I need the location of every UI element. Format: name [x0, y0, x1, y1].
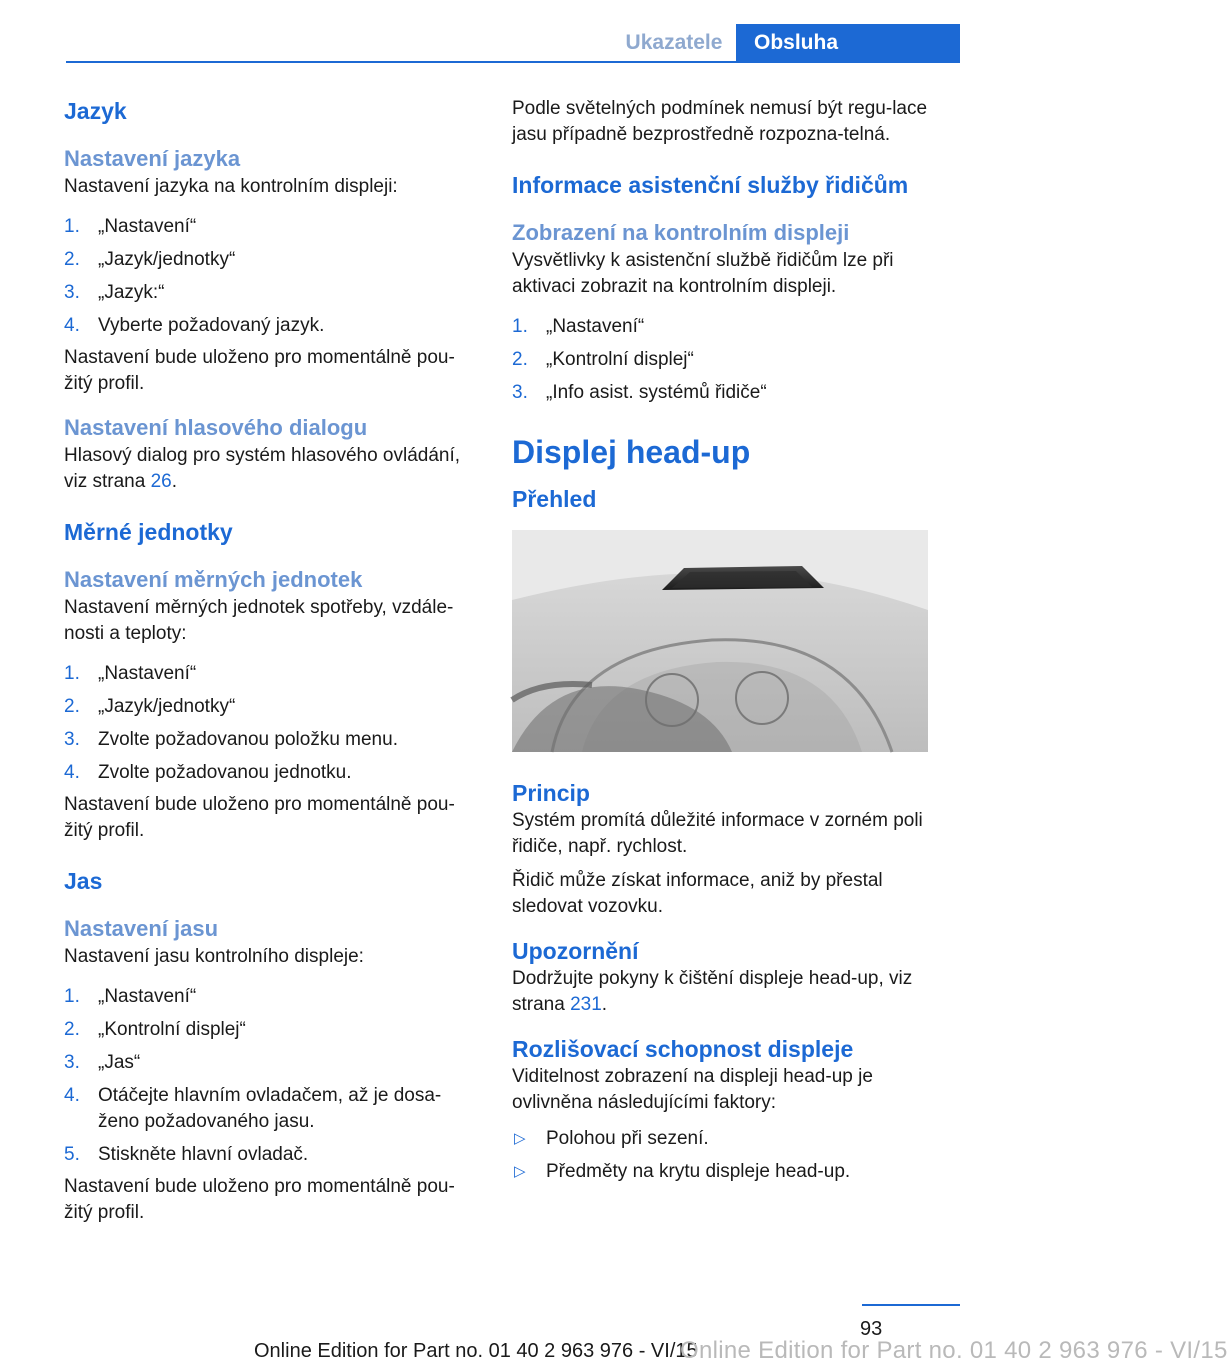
steps-jas: [64, 984, 480, 1168]
paragraph: Nastavení bude uloženo pro momentálně pou‐žitý profil.: [64, 794, 455, 841]
heading-informace-asistencni-sluzby: Informace asistenční služby řidičům: [512, 172, 909, 198]
paragraph: Dodržujte pokyny k čištění displeje head-up, viz strana 231.: [512, 968, 913, 1015]
paragraph: Nastavení jazyka na kontrolním displeji:: [64, 176, 398, 197]
heading-displej-head-up: Displej head-up: [512, 434, 751, 470]
list-item: 4. Zvolte požadovanou jednotku.: [64, 762, 352, 783]
list-item: 2. „Jazyk/jednotky“: [64, 696, 236, 717]
heading-jazyk: Jazyk: [64, 98, 127, 124]
list-item: 2. „Kontrolní displej“: [512, 349, 694, 370]
footer-edition: Online Edition for Part no. 01 40 2 963 976 - VI/15: [254, 1340, 698, 1362]
steps-jazyk: [64, 214, 480, 339]
steps-assist: [512, 314, 928, 406]
heading-merne-jednotky: Měrné jednotky: [64, 519, 233, 545]
paragraph: Systém promítá důležité informace v zorném poli řidiče, např. rychlost.: [512, 810, 923, 857]
page-link-26[interactable]: 26: [150, 471, 172, 492]
list-item: ▷ Polohou při sezení.: [512, 1126, 928, 1152]
heading-rozlisovaci-schopnost: Rozlišovací schopnost displeje: [512, 1036, 854, 1062]
heading-jas: Jas: [64, 868, 103, 894]
list-item: 1. „Nastavení“: [512, 316, 645, 337]
steps-units: [64, 661, 480, 786]
paragraph: Nastavení jasu kontrolního displeje:: [64, 946, 364, 967]
paragraph: Viditelnost zobrazení na displeji head-up je ovlivněna následujícími faktory:: [512, 1066, 873, 1113]
tab-ukazatele[interactable]: Ukazatele: [625, 31, 723, 54]
triangle-bullet-icon: ▷: [514, 1163, 526, 1180]
dashboard-illustration: [512, 530, 928, 752]
heading-upozorneni: Upozornění: [512, 938, 639, 964]
list-item: 3. „Jas“: [64, 1052, 141, 1073]
subheading-nastaveni-mernych-jednotek: Nastavení měrných jednotek: [64, 567, 363, 592]
triangle-bullet-icon: ▷: [514, 1130, 526, 1147]
list-item: 4. Otáčejte hlavním ovladačem, až je dosa‐ženo požadovaného jasu.: [64, 1085, 442, 1132]
paragraph: Vysvětlivky k asistenční službě řidičům lze při aktivaci zobrazit na kontrolním displeji.: [512, 250, 894, 297]
list-item: 1. „Nastavení“: [64, 986, 197, 1007]
paragraph: Hlasový dialog pro systém hlasového ovládání, viz strana 26.: [64, 445, 461, 492]
subheading-hlasovy-dialog: Nastavení hlasového dialogu: [64, 415, 368, 440]
list-item: ▷ Předměty na krytu displeje head-up.: [512, 1159, 928, 1185]
list-item: 2. „Kontrolní displej“: [64, 1019, 246, 1040]
list-item: 3. „Jazyk:“: [64, 282, 165, 303]
head-up-display-illustration: [512, 530, 928, 752]
list-item: 3. „Info asist. systémů řidiče“: [512, 382, 767, 403]
paragraph: Nastavení měrných jednotek spotřeby, vzdále‐nosti a teploty:: [64, 597, 454, 644]
heading-princip: Princip: [512, 780, 590, 806]
tab-obsluha[interactable]: Obsluha: [736, 24, 960, 63]
paragraph: Nastavení bude uloženo pro momentálně pou‐žitý profil.: [64, 1176, 455, 1223]
watermark: Online Edition for Part no. 01 40 2 963 976 - VI/15: [680, 1337, 1228, 1364]
list-item: 1. „Nastavení“: [64, 216, 197, 237]
right-column: [512, 96, 928, 1185]
list-item: 5. Stiskněte hlavní ovladač.: [64, 1144, 309, 1165]
list-item: 1. „Nastavení“: [64, 663, 197, 684]
paragraph: Podle světelných podmínek nemusí být regu‐lace jasu případně bezprostředně rozpozna‐telná.: [512, 98, 928, 145]
paragraph: Nastavení bude uloženo pro momentálně pou‐žitý profil.: [64, 347, 455, 394]
subheading-nastaveni-jazyka: Nastavení jazyka: [64, 146, 241, 171]
page-number-rule: [862, 1304, 960, 1306]
left-column: [64, 96, 480, 1226]
header-rule: [66, 61, 960, 63]
bullets-resolution: [512, 1126, 928, 1185]
subheading-nastaveni-jasu: Nastavení jasu: [64, 916, 219, 941]
paragraph: Řidič může získat informace, aniž by přestal sledovat vozovku.: [512, 870, 883, 917]
list-item: 3. Zvolte požadovanou položku menu.: [64, 729, 398, 750]
heading-prehled: Přehled: [512, 486, 597, 512]
subheading-zobrazeni-na-displeji: Zobrazení na kontrolním displeji: [512, 220, 850, 245]
page-link-231[interactable]: 231: [570, 994, 602, 1015]
page-number: 93: [860, 1318, 883, 1340]
list-item: 2. „Jazyk/jednotky“: [64, 249, 236, 270]
list-item: 4. Vyberte požadovaný jazyk.: [64, 315, 325, 336]
